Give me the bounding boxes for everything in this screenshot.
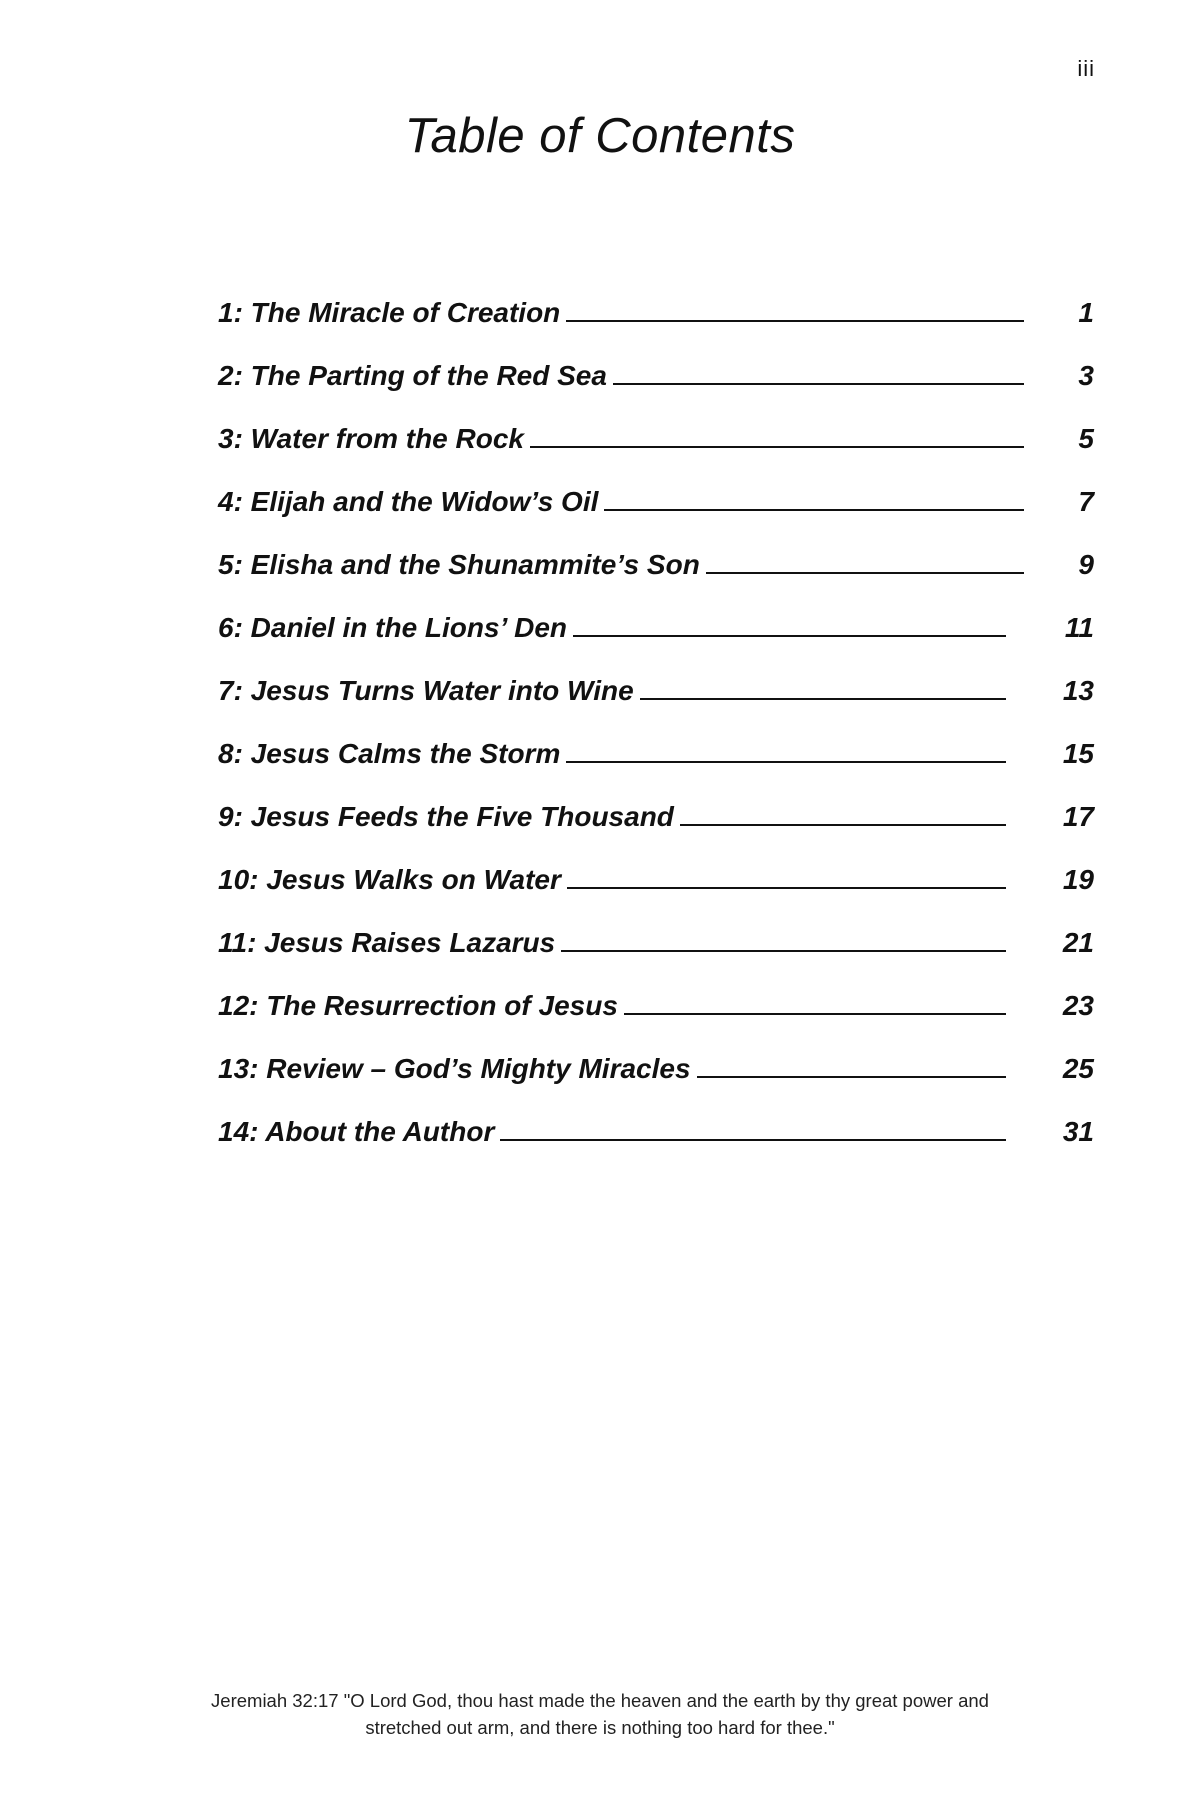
footer-quote-line: Jeremiah 32:17 "O Lord God, thou hast made the heaven and the earth by thy great power and xyxy=(211,1690,989,1711)
toc-entry[interactable] xyxy=(218,1085,1094,1148)
toc-entry[interactable] xyxy=(218,329,1094,392)
toc-entry-title: 13: Review – God’s Mighty Miracles xyxy=(218,1053,691,1084)
toc-entry-title: 12: The Resurrection of Jesus xyxy=(218,990,618,1021)
toc-leader-line xyxy=(530,444,1024,448)
toc-entry-title: 6: Daniel in the Lions’ Den xyxy=(218,612,568,643)
toc-entry-title: 2: The Parting of the Red Sea xyxy=(218,360,607,391)
page-number: iii xyxy=(1077,56,1095,81)
toc-entry[interactable] xyxy=(218,896,1094,959)
toc-entry-title: 11: Jesus Raises Lazarus xyxy=(218,927,556,958)
toc-entry[interactable] xyxy=(218,1022,1094,1085)
toc-leader-line xyxy=(706,570,1024,574)
toc-entry-page: 7 xyxy=(1078,486,1094,517)
toc-entry-page: 23 xyxy=(1062,990,1094,1021)
toc-entry[interactable] xyxy=(218,959,1094,1022)
toc-entry-title: 4: Elijah and the Widow’s Oil xyxy=(218,486,599,517)
toc-leader-line xyxy=(680,822,1006,826)
toc-entry-title: 5: Elisha and the Shunammite’s Son xyxy=(218,549,700,580)
toc-leader-line xyxy=(561,948,1006,952)
toc-entry[interactable] xyxy=(218,392,1094,455)
toc-entry[interactable] xyxy=(218,644,1094,707)
toc-entry-page: 3 xyxy=(1078,360,1094,391)
toc-entry-title: 8: Jesus Calms the Storm xyxy=(218,738,561,769)
toc-entry[interactable] xyxy=(218,518,1094,581)
toc-entry-title: 10: Jesus Walks on Water xyxy=(218,864,561,895)
page-title: Table of Contents xyxy=(404,109,796,163)
toc-entry-title: 7: Jesus Turns Water into Wine xyxy=(218,675,634,706)
toc-entry[interactable] xyxy=(218,455,1094,518)
toc-entry-title: 9: Jesus Feeds the Five Thousand xyxy=(218,801,674,832)
toc-entry-title: 3: Water from the Rock xyxy=(218,423,524,454)
toc-entry-page: 25 xyxy=(1062,1053,1094,1084)
toc-entry-page: 11 xyxy=(1064,612,1094,643)
toc-entry[interactable] xyxy=(218,581,1094,644)
toc-leader-line xyxy=(640,696,1006,700)
toc-entry-page: 21 xyxy=(1062,927,1094,958)
toc-entry[interactable] xyxy=(218,266,1094,329)
toc-leader-line xyxy=(613,381,1024,385)
toc-entry[interactable] xyxy=(218,707,1094,770)
toc-entry-title: 1: The Miracle of Creation xyxy=(218,297,561,328)
footer-quote-line: stretched out arm, and there is nothing too hard for thee." xyxy=(365,1717,835,1738)
toc-leader-line xyxy=(697,1074,1006,1078)
toc-leader-line xyxy=(624,1011,1006,1015)
toc-entry-page: 13 xyxy=(1062,675,1094,706)
toc-entry-page: 17 xyxy=(1062,801,1094,832)
toc-entry-page: 5 xyxy=(1078,423,1094,454)
toc-leader-line xyxy=(573,633,1006,637)
toc-entry-page: 19 xyxy=(1062,864,1094,895)
toc-leader-line xyxy=(500,1137,1006,1141)
toc-entry-page: 1 xyxy=(1078,297,1094,328)
toc-entry[interactable] xyxy=(218,833,1094,896)
toc-entry-page: 9 xyxy=(1078,549,1094,580)
toc-entry-page: 15 xyxy=(1062,738,1094,769)
toc-leader-line xyxy=(566,318,1024,322)
toc-leader-line xyxy=(566,759,1006,763)
toc-entry-page: 31 xyxy=(1062,1116,1094,1147)
toc-leader-line xyxy=(604,507,1024,511)
table-of-contents xyxy=(218,266,1094,1148)
toc-entry[interactable] xyxy=(218,770,1094,833)
toc-leader-line xyxy=(567,885,1006,889)
footer-quote xyxy=(0,1687,1200,1741)
toc-entry-title: 14: About the Author xyxy=(218,1116,495,1147)
